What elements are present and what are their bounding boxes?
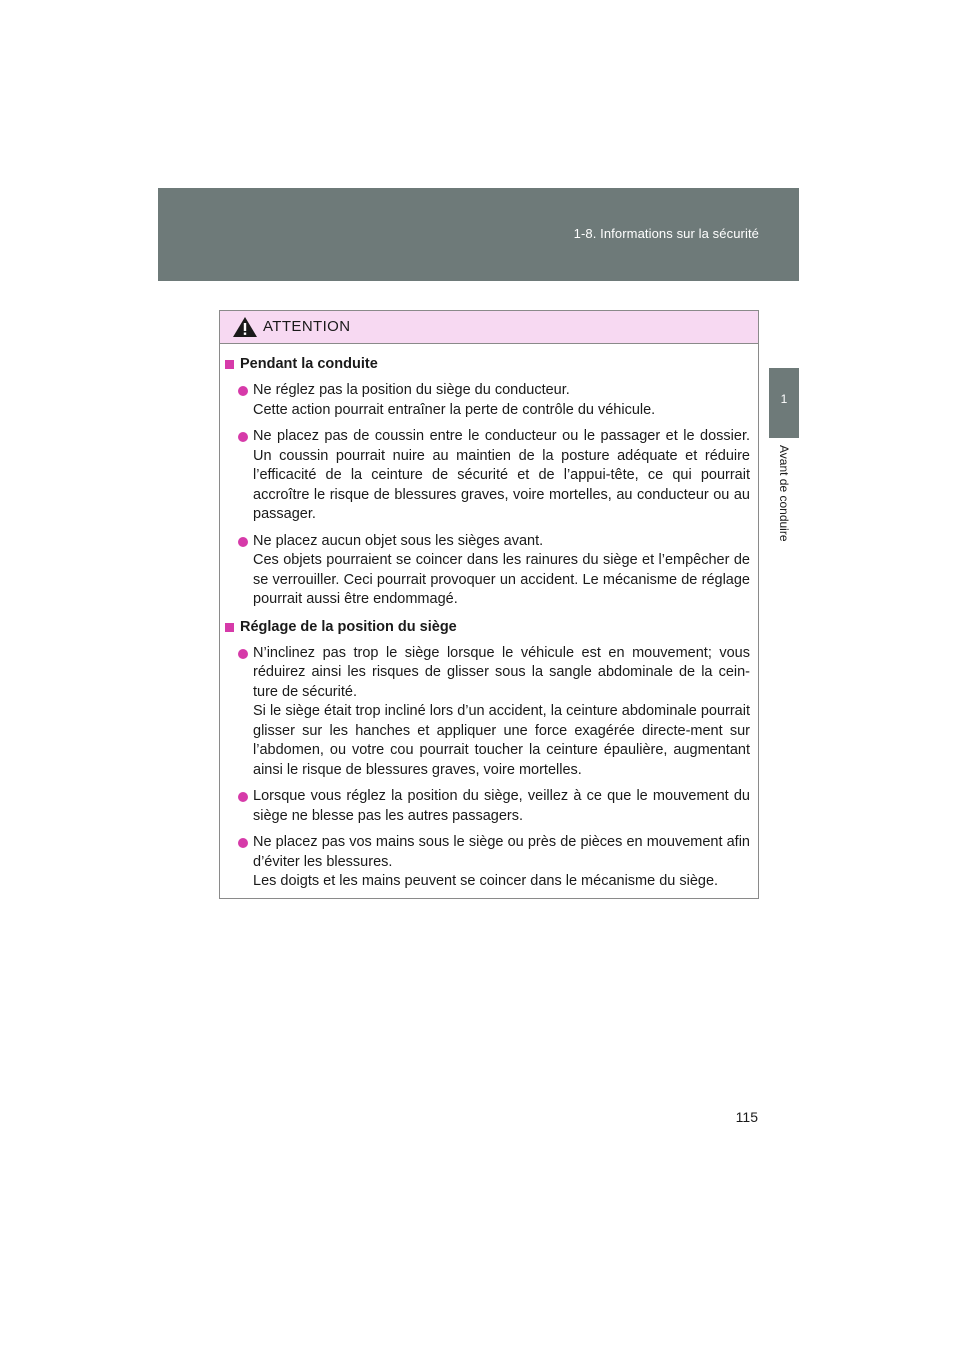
bullet-item [224, 833, 750, 892]
warning-triangle-icon [232, 316, 258, 338]
bullet-text: Les doigts et les mains peuvent se coincer dans le mécanisme du siège. [253, 873, 719, 889]
bullet-text: N’inclinez pas trop le siège lorsque le véhicule est en mouvement; vous réduirez ainsi les risques de glisser sous la sangle abdominale de la cein-ture de sécurité. [253, 644, 750, 700]
round-bullet-icon [238, 838, 248, 848]
section-heading-text: Réglage de la position du siège [240, 618, 457, 635]
section-heading [224, 354, 750, 374]
bullet-item [224, 787, 750, 826]
bullet-text: Ne placez pas de coussin entre le conducteur ou le passager et le dossier. Un coussin pourrait nuire au maintien de la posture adéquate et réduire l’efficacité de la ceinture de sécurité et de l’appui-tête, ce qui pourrait accroître le risque de blessures graves, voire mortelles, au conducteur ou au passager. [253, 428, 750, 522]
bullet-item [224, 427, 750, 525]
warning-header [220, 311, 758, 344]
warning-body [220, 344, 758, 892]
bullet-text: Ces objets pourraient se coincer dans les rainures du siège et l’empêcher de se verrouiller. Ceci pourrait provoquer un accident. Le mécanisme de réglage pourrait aussi être endommagé. [253, 552, 750, 607]
section-heading-text: Pendant la conduite [240, 356, 378, 372]
bullet-text: Cette action pourrait entraîner la perte de contrôle du véhicule. [253, 401, 656, 418]
bullet-item [224, 381, 750, 420]
round-bullet-icon [238, 537, 248, 547]
round-bullet-icon [238, 649, 248, 659]
round-bullet-icon [238, 386, 248, 396]
round-bullet-icon [238, 792, 248, 802]
section-title: 1-8. Informations sur la sécurité [573, 226, 759, 241]
bullet-text: Ne réglez pas la position du siège du conducteur. [253, 382, 570, 398]
square-bullet-icon [225, 623, 234, 632]
warning-box [219, 310, 759, 899]
bullet-item [224, 532, 750, 610]
chapter-tab [769, 368, 799, 438]
bullet-text: Si le siège était trop incliné lors d’un accident, la ceinture abdominale pourrait glisser sur les hanches et appliquer une force exagérée directe-ment sur l’abdomen, ou votre cou pourrait toucher la ceinture épaulière, augmentant ainsi le risque de blessures graves, voire mortelles. [253, 703, 750, 778]
bullet-text: Ne placez aucun objet sous les sièges avant. [253, 532, 544, 549]
bullet-text: Ne placez pas vos mains sous le siège ou près de pièces en mouvement afin d’éviter les blessures. [253, 834, 750, 870]
square-bullet-icon [225, 360, 234, 369]
header-band [158, 188, 799, 281]
bullet-text: Lorsque vous réglez la position du siège, veillez à ce que le mouvement du siège ne blesse pas les autres passagers. [253, 788, 750, 824]
chapter-number: 1 [780, 392, 788, 406]
page-number: 115 [735, 1109, 758, 1125]
section-heading [224, 617, 750, 637]
warning-title: ATTENTION [263, 318, 351, 335]
chapter-label: Avant de conduire [777, 445, 791, 542]
bullet-item [224, 644, 750, 781]
round-bullet-icon [238, 432, 248, 442]
